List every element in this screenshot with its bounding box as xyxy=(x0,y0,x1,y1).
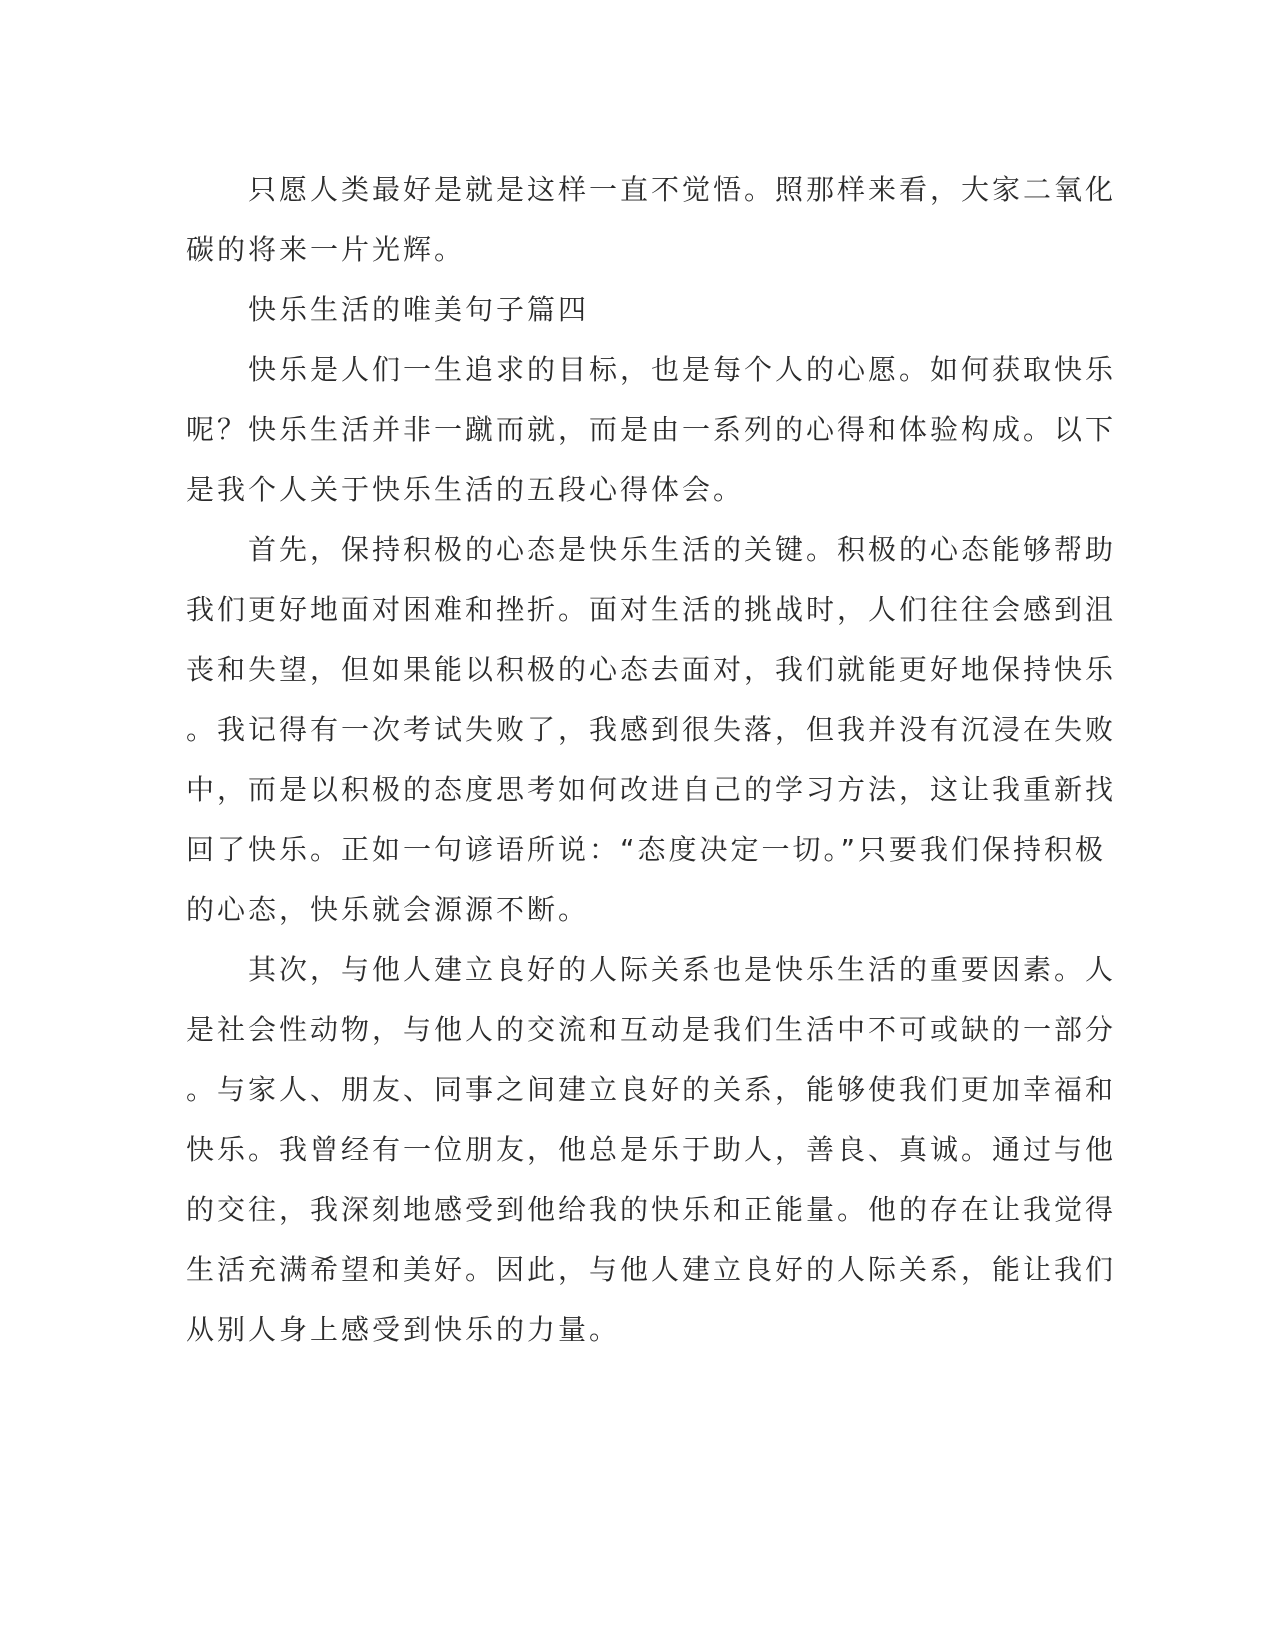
paragraph xyxy=(186,940,1117,1360)
text-line: 。与家人、朋友、同事之间建立良好的关系，能够使我们更加幸福和 xyxy=(186,1073,1117,1106)
text-line: 中，而是以积极的态度思考如何改进自己的学习方法，这让我重新找 xyxy=(186,773,1117,806)
text-line: 生活充满希望和美好。因此，与他人建立良好的人际关系，能让我们 xyxy=(186,1253,1117,1286)
text-line: 的心态，快乐就会源源不断。 xyxy=(186,893,590,926)
document-body xyxy=(186,160,1117,1360)
text-line: 碳的将来一片光辉。 xyxy=(186,233,466,266)
text-line: 其次，与他人建立良好的人际关系也是快乐生活的重要因素。人 xyxy=(186,953,1117,986)
paragraph xyxy=(186,520,1117,940)
text-line: 首先，保持积极的心态是快乐生活的关键。积极的心态能够帮助 xyxy=(186,533,1117,566)
text-line: 是我个人关于快乐生活的五段心得体会。 xyxy=(186,473,745,506)
text-line: 快乐是人们一生追求的目标，也是每个人的心愿。如何获取快乐 xyxy=(186,353,1117,386)
heading-line: 快乐生活的唯美句子篇四 xyxy=(186,293,590,326)
text-line: 快乐。我曾经有一位朋友，他总是乐于助人，善良、真诚。通过与他 xyxy=(186,1133,1117,1166)
text-line: 丧和失望，但如果能以积极的心态去面对，我们就能更好地保持快乐 xyxy=(186,653,1117,686)
text-line: 只愿人类最好是就是这样一直不觉悟。照那样来看，大家二氧化 xyxy=(186,173,1117,206)
paragraph xyxy=(186,340,1117,520)
text-line: 的交往，我深刻地感受到他给我的快乐和正能量。他的存在让我觉得 xyxy=(186,1193,1117,1226)
paragraph xyxy=(186,160,1117,280)
text-line: 。我记得有一次考试失败了，我感到很失落，但我并没有沉浸在失败 xyxy=(186,713,1117,746)
text-line: 回了快乐。正如一句谚语所说：“态度决定一切。”只要我们保持积极 xyxy=(186,833,1107,866)
section-heading xyxy=(186,280,1066,340)
text-line: 从别人身上感受到快乐的力量。 xyxy=(186,1313,621,1346)
text-line: 是社会性动物，与他人的交流和互动是我们生活中不可或缺的一部分 xyxy=(186,1013,1117,1046)
text-line: 我们更好地面对困难和挫折。面对生活的挑战时，人们往往会感到沮 xyxy=(186,593,1117,626)
text-line: 呢？快乐生活并非一蹴而就，而是由一系列的心得和体验构成。以下 xyxy=(186,413,1117,446)
